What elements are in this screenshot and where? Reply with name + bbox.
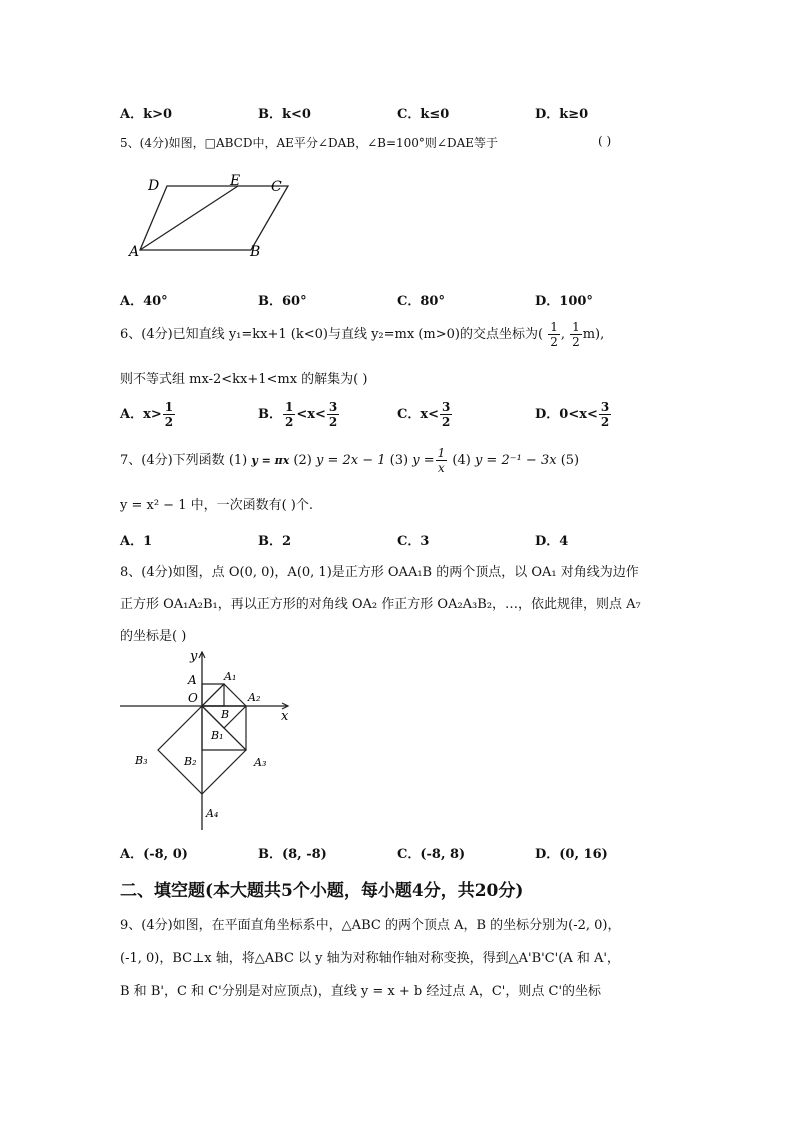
frac	[327, 400, 339, 429]
q7-function-1: y = πx	[251, 454, 290, 467]
q8-option-c: C．(-8, 8)	[397, 847, 466, 862]
q6-option-a-text: A．x>	[120, 407, 162, 422]
q7-stem-text: 7、(4分)下列函数 (1)	[120, 453, 248, 468]
frac-den: x	[438, 461, 445, 475]
q7-function-2: y = 2x − 1	[315, 453, 386, 468]
frac	[283, 400, 295, 429]
q8-option-a: A．(-8, 0)	[120, 847, 188, 862]
frac	[599, 400, 611, 429]
label-c: C	[271, 179, 282, 195]
q6-stem-end: m),	[582, 327, 605, 342]
q5-option-c: C．80°	[397, 294, 445, 309]
q7-option-a: A．1	[120, 534, 153, 549]
q8-line3: 的坐标是( )	[120, 629, 187, 644]
q6-option-a	[120, 400, 176, 429]
frac-num: 1	[285, 400, 294, 414]
frac-den: 2	[285, 415, 294, 429]
parallelogram-abcd	[140, 186, 288, 250]
frac-num: 3	[442, 400, 451, 414]
label-d: D	[148, 178, 160, 194]
q6-option-b-lt: <x<	[296, 407, 326, 422]
frac-num: 3	[328, 400, 338, 414]
frac	[440, 400, 452, 429]
q8-line2: 正方形 OA₁A₂B₁，再以正方形的对角线 OA₂ 作正方形 OA₂A₃B₂，…，依此规律，则点 A₇	[120, 597, 641, 612]
q4-option-a: A．k>0	[120, 107, 173, 122]
label-a3: A₃	[254, 756, 267, 769]
q7-option-d: D．4	[535, 534, 569, 549]
q5-answer-paren: ( )	[598, 134, 612, 148]
q5-options	[120, 290, 680, 310]
label-b: B	[250, 244, 261, 260]
segment-ae	[140, 186, 238, 250]
label-x-axis: x	[281, 709, 289, 724]
q7-label-5: (5)	[560, 453, 580, 468]
frac-den: 2	[600, 415, 610, 429]
q4-options	[120, 103, 680, 123]
q6-frac-x	[548, 320, 560, 349]
frac-num: 1	[437, 446, 446, 460]
q8-option-d: D．(0, 16)	[535, 847, 608, 862]
label-b3: B₃	[135, 754, 148, 767]
label-y-axis: y	[190, 649, 198, 664]
q5-option-d: D．100°	[535, 294, 593, 309]
q6-option-c	[397, 400, 453, 429]
q8-square-spiral-figure	[118, 648, 298, 836]
q7-option-c: C．3	[397, 534, 430, 549]
q7-function-3-lhs: y =	[412, 453, 435, 468]
q7-label-2: (2)	[293, 453, 312, 468]
label-a2: A₂	[248, 691, 261, 704]
frac	[163, 400, 175, 429]
q8-options	[120, 843, 680, 863]
q5-stem-text: 5、(4分)如图，□ABCD中，AE平分∠DAB，∠B=100°则∠DAE等于	[120, 136, 499, 150]
frac-den: 2	[572, 335, 580, 349]
label-o: O	[188, 691, 198, 705]
frac-num: 3	[600, 400, 610, 414]
q6-frac-y	[570, 320, 582, 349]
frac-num: 1	[572, 320, 580, 334]
q8-line1: 8、(4分)如图，点 O(0, 0)，A(0, 1)是正方形 OAA₁B 的两个顶点，以 OA₁ 对角线为边作	[120, 565, 639, 580]
q7-stem	[120, 446, 579, 475]
q9-line2: (-1, 0)，BC⊥x 轴，将△ABC 以 y 轴为对称轴作轴对称变换，得到△A'B'C'(A 和 A'，	[120, 951, 620, 966]
frac-den: 2	[442, 415, 451, 429]
frac-den: 2	[550, 335, 558, 349]
q7-option-b: B．2	[258, 534, 292, 549]
q6-line2: 则不等式组 mx-2<kx+1<mx 的解集为( )	[120, 372, 368, 387]
q7-options	[120, 530, 680, 550]
label-a: A	[129, 244, 140, 260]
q4-option-c: C．k≤0	[397, 107, 450, 122]
label-a4: A₄	[206, 807, 219, 820]
frac-den: 2	[328, 415, 338, 429]
frac-den: 2	[164, 415, 174, 429]
q7-label-4: (4)	[452, 453, 471, 468]
q6-option-c-text: C．x<	[397, 407, 439, 422]
frac-num: 1	[164, 400, 174, 414]
q6-stem: 6、(4分)已知直线 y₁=kx+1 (k<0)与直线 y₂=mx (m>0)的交点坐标为( $\frac{1}{2}$ , $\frac{1}{2}$ m),	[120, 320, 605, 349]
label-a: A	[188, 673, 197, 687]
q7-function-4: y = 2⁻¹ − 3x	[474, 453, 557, 468]
q4-option-b: B．k<0	[258, 107, 311, 122]
label-b: B	[221, 708, 230, 721]
q6-option-d-text: D．0<x<	[535, 407, 598, 422]
q8-option-b: B．(8, -8)	[258, 847, 327, 862]
q7-line2: y = x² − 1 中，一次函数有( )个.	[120, 498, 314, 513]
label-a1: A₁	[224, 670, 237, 683]
q6-option-b	[258, 400, 340, 429]
q5-option-b: B．60°	[258, 294, 307, 309]
q6-option-b-text: B．	[258, 407, 282, 422]
q6-stem-text: 6、(4分)已知直线 y₁=kx+1 (k<0)与直线 y₂=mx (m>0)的交点坐标为(	[120, 327, 544, 342]
q6-options	[120, 400, 680, 440]
q9-line3: B 和 B'，C 和 C'分别是对应顶点)，直线 y = x + b 经过点 A，C'，则点 C'的坐标	[120, 984, 602, 999]
q7-function-3-frac	[436, 446, 448, 475]
label-b1: B₁	[211, 729, 224, 742]
q7-label-3: (3)	[389, 453, 409, 468]
section-2-heading: 二、填空题(本大题共5个小题，每小题4分，共20分)	[120, 881, 524, 901]
q9-line1: 9、(4分)如图，在平面直角坐标系中，△ABC 的两个顶点 A，B 的坐标分别为(-2, 0)，	[120, 918, 621, 933]
q5-option-a: A．40°	[120, 294, 168, 309]
q5-parallelogram-figure	[120, 172, 300, 264]
q6-option-d	[535, 400, 612, 429]
frac-num: 1	[550, 320, 558, 334]
label-b2: B₂	[184, 755, 197, 768]
q4-option-d: D．k≥0	[535, 107, 589, 122]
label-e: E	[230, 173, 241, 189]
q5-stem	[120, 134, 498, 151]
